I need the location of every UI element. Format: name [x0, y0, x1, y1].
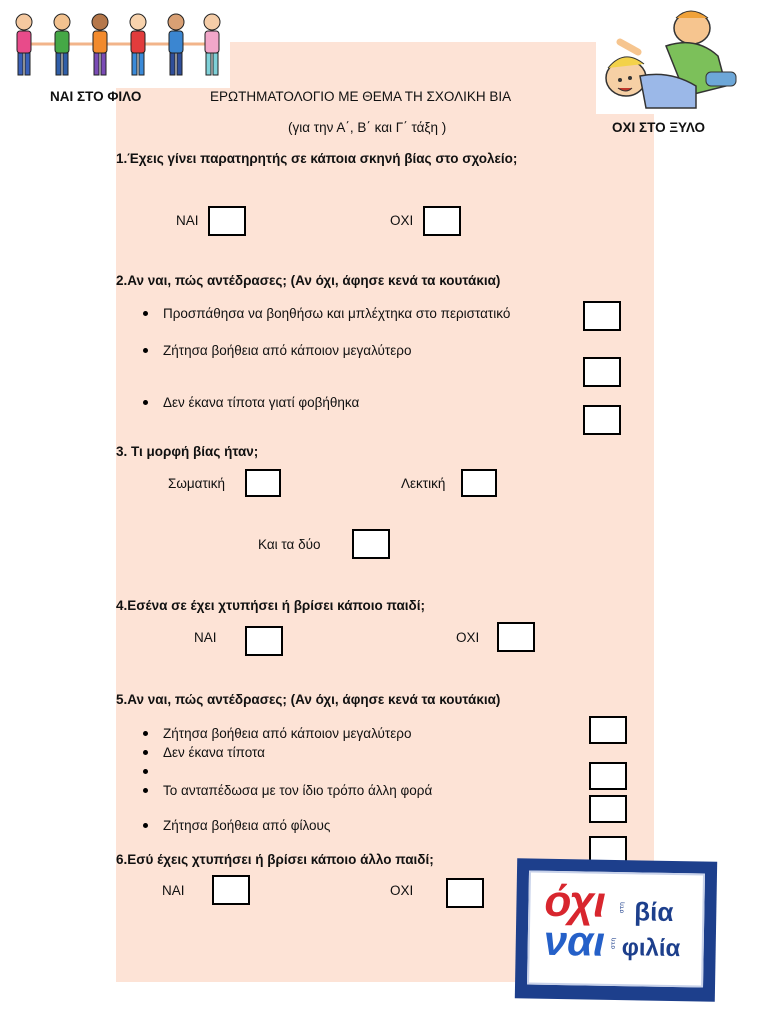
- q1-no-label: ΟΧΙ: [390, 213, 414, 228]
- logo-small-text-1: στη: [618, 901, 626, 914]
- q4-no-checkbox[interactable]: [497, 622, 535, 652]
- logo-word-bia: βία: [634, 896, 674, 927]
- q2-option-1: Προσπάθησα να βοηθήσω και μπλέχτηκα στο περιστατικό: [163, 306, 511, 321]
- bullet-icon: [143, 400, 148, 405]
- question-5: 5.Αν ναι, πώς αντέδρασες; (Αν όχι, άφησε κενά τα κουτάκια): [116, 692, 501, 707]
- q4-no-label: ΟΧΙ: [456, 630, 480, 645]
- questionnaire-background: [116, 42, 654, 982]
- q4-yes-checkbox[interactable]: [245, 626, 283, 656]
- bullet-icon: [143, 731, 148, 736]
- q5-option-1-checkbox[interactable]: [589, 716, 627, 744]
- q2-option-3: Δεν έκανα τίποτα γιατί φοβήθηκα: [163, 395, 360, 410]
- bullet-icon: [143, 769, 148, 774]
- q6-yes-label: ΝΑΙ: [162, 883, 185, 898]
- q3-physical-label: Σωματική: [168, 476, 226, 491]
- no-violence-yes-friendship-logo: [515, 858, 717, 1001]
- logo-small-text-2: στη: [609, 937, 617, 950]
- logo-word-nai: ναι: [543, 916, 606, 965]
- page-subtitle: (για την Α΄, Β΄ και Γ΄ τάξη ): [288, 120, 447, 135]
- children-holding-hands-illustration: [4, 4, 230, 88]
- q5-option-2: Δεν έκανα τίποτα: [163, 745, 265, 760]
- question-2: 2.Αν ναι, πώς αντέδρασες; (Αν όχι, άφησε κενά τα κουτάκια): [116, 273, 501, 288]
- fighting-boys-illustration: [596, 6, 744, 114]
- q5-option-4: Ζήτησα βοήθεια από φίλους: [163, 818, 331, 833]
- q3-verbal-label: Λεκτική: [401, 476, 446, 491]
- bullet-icon: [143, 823, 148, 828]
- q5-option-2-checkbox[interactable]: [589, 762, 627, 790]
- q2-option-3-checkbox[interactable]: [583, 405, 621, 435]
- q6-no-label: ΟΧΙ: [390, 883, 414, 898]
- bullet-icon: [143, 788, 148, 793]
- page-title: ΕΡΩΤΗΜΑΤΟΛΟΓΙΟ ΜΕ ΘΕΜΑ ΤΗ ΣΧΟΛΙΚΗ ΒΙΑ: [210, 89, 512, 104]
- question-6: 6.Εσύ έχεις χτυπήσει ή βρίσει κάποιο άλλο παιδί;: [116, 852, 434, 867]
- logo-panel: [527, 870, 705, 987]
- q5-option-3-checkbox[interactable]: [589, 795, 627, 823]
- q2-option-1-checkbox[interactable]: [583, 301, 621, 331]
- q3-both-label: Και τα δύο: [258, 537, 321, 552]
- logo-word-oxi: όχι: [544, 876, 606, 927]
- question-4: 4.Εσένα σε έχει χτυπήσει ή βρίσει κάποιο παιδί;: [116, 598, 425, 613]
- q5-option-3: Το ανταπέδωσα με τον ίδιο τρόπο άλλη φορά: [163, 783, 433, 798]
- q2-option-2: Ζήτησα βοήθεια από κάποιον μεγαλύτερο: [163, 343, 412, 358]
- q1-no-checkbox[interactable]: [423, 206, 461, 236]
- q6-no-checkbox[interactable]: [446, 878, 484, 908]
- q6-yes-checkbox[interactable]: [212, 875, 250, 905]
- left-caption: ΝΑΙ ΣΤΟ ΦΙΛΟ: [50, 89, 142, 104]
- question-3: 3. Τι μορφή βίας ήταν;: [116, 444, 259, 459]
- bullet-icon: [143, 311, 148, 316]
- q1-yes-label: ΝΑΙ: [176, 213, 199, 228]
- q2-option-2-checkbox[interactable]: [583, 357, 621, 387]
- bullet-icon: [143, 348, 148, 353]
- right-caption: ΟΧΙ ΣΤΟ ΞΥΛΟ: [612, 120, 705, 135]
- q3-verbal-checkbox[interactable]: [461, 469, 497, 497]
- q4-yes-label: ΝΑΙ: [194, 630, 217, 645]
- q1-yes-checkbox[interactable]: [208, 206, 246, 236]
- q3-both-checkbox[interactable]: [352, 529, 390, 559]
- logo-word-filia: φιλία: [621, 934, 681, 963]
- q5-option-1: Ζήτησα βοήθεια από κάποιον μεγαλύτερο: [163, 726, 412, 741]
- q3-physical-checkbox[interactable]: [245, 469, 281, 497]
- question-1: 1.Έχεις γίνει παρατηρητής σε κάποια σκηνή βίας στο σχολείο;: [116, 151, 518, 166]
- bullet-icon: [143, 750, 148, 755]
